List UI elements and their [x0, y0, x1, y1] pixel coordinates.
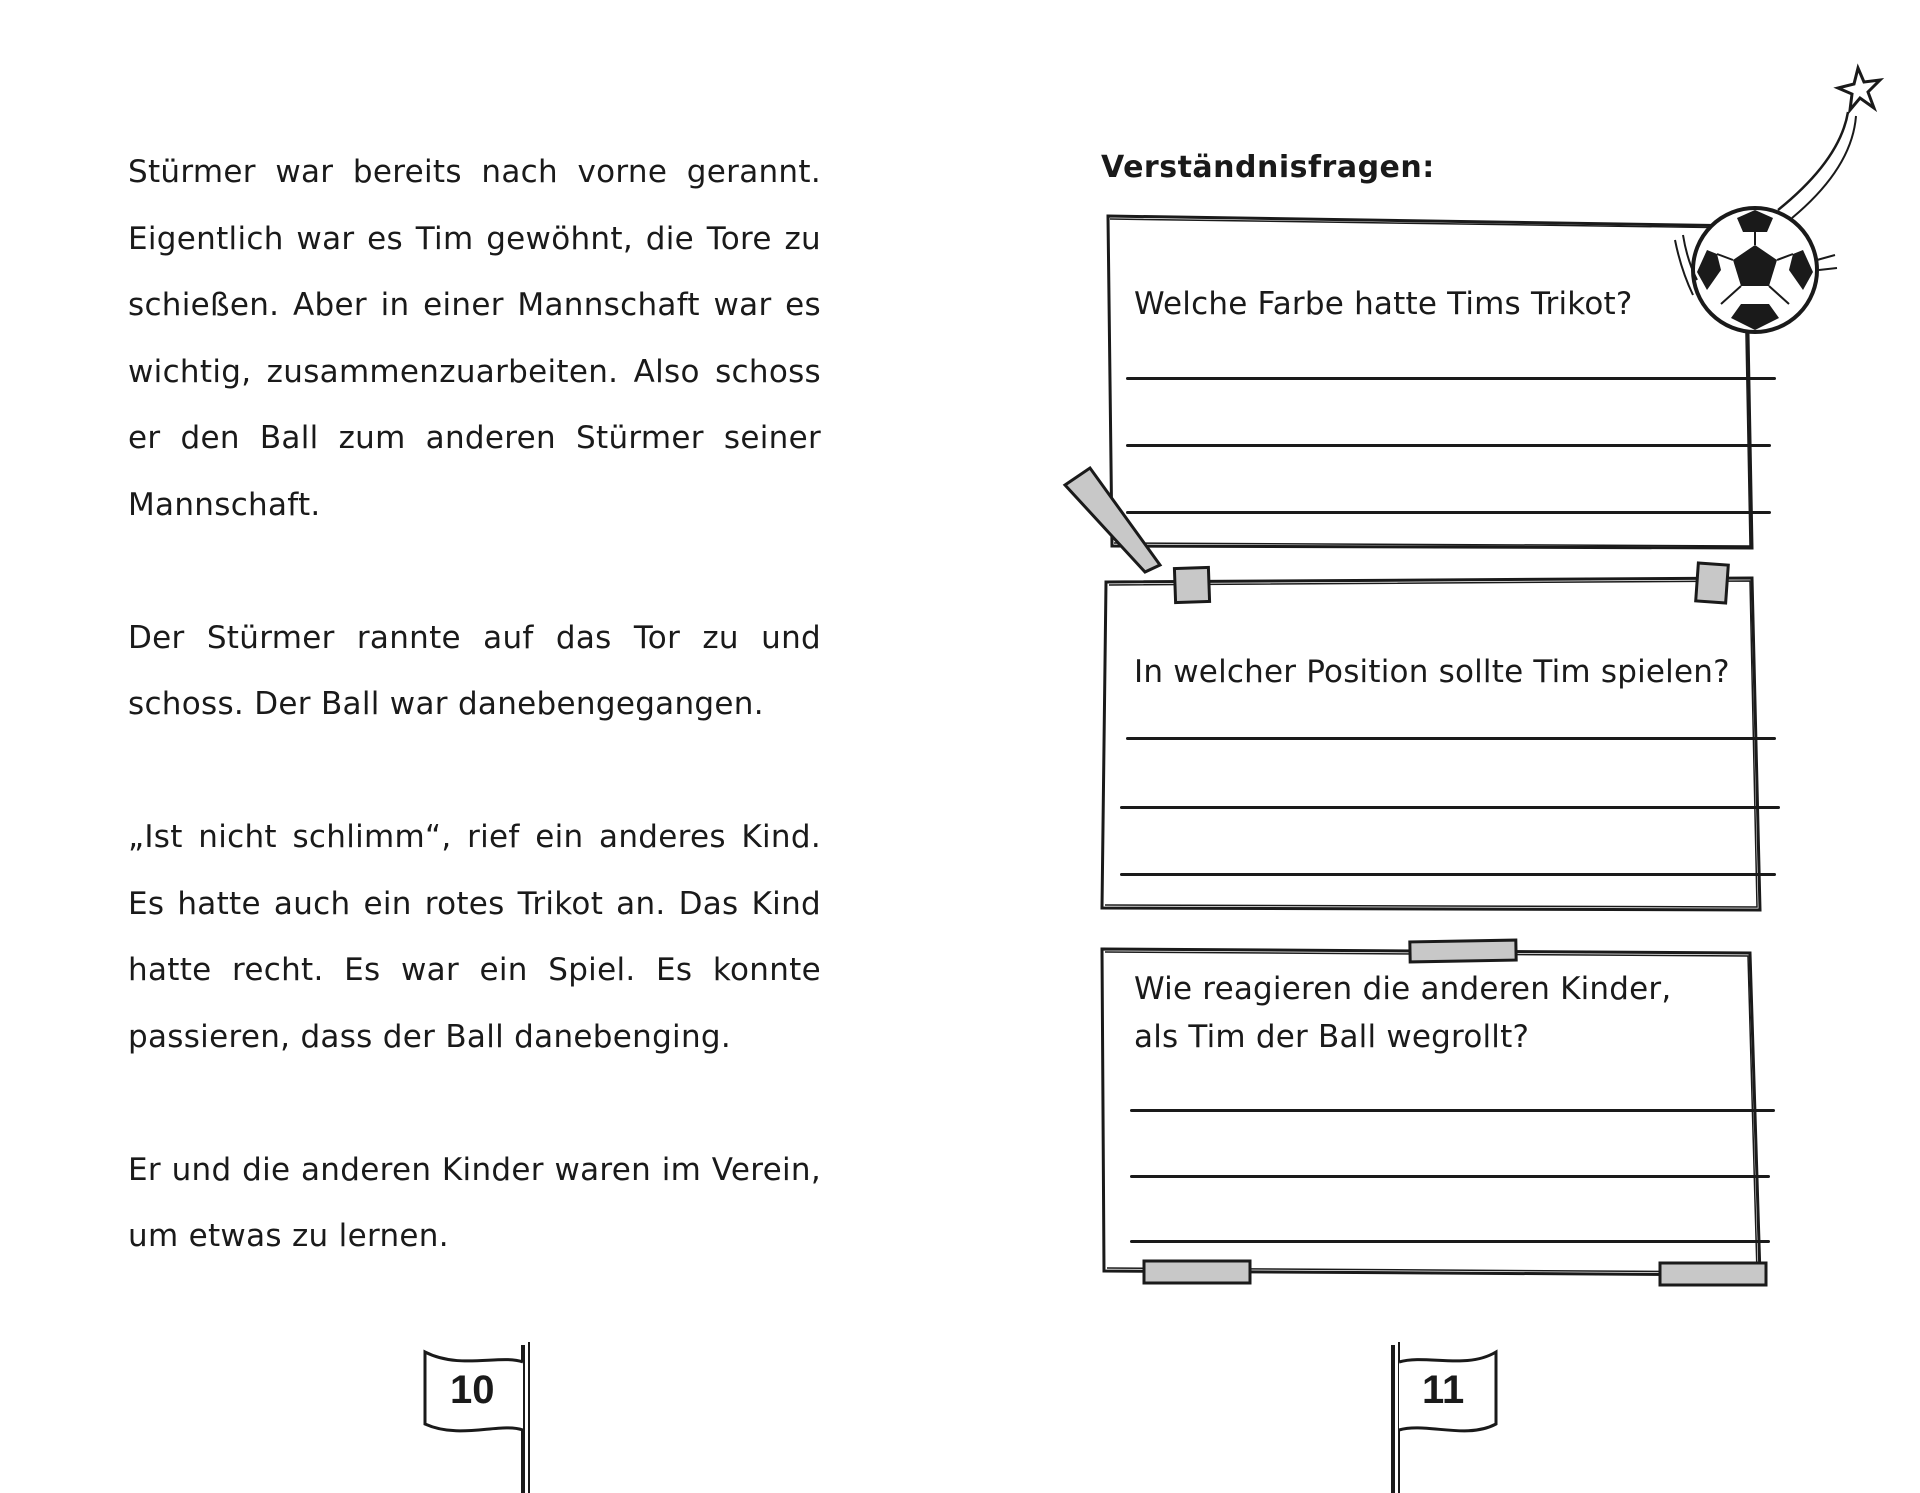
star-icon: [1770, 60, 1890, 220]
answer-line[interactable]: [1120, 873, 1776, 876]
section-heading: Verständnisfragen:: [1101, 150, 1435, 185]
page-number: 11: [1422, 1368, 1465, 1412]
question-text: Welche Farbe hatte Tims Trikot?: [1134, 286, 1633, 322]
answer-line[interactable]: [1126, 444, 1771, 447]
corner-flag-icon: [1386, 1340, 1506, 1493]
corner-flag-icon: [420, 1340, 540, 1493]
page-number-flag-left: [420, 1340, 540, 1493]
question-box-3: [1100, 945, 1765, 1290]
answer-line[interactable]: [1120, 806, 1780, 809]
story-paragraph: Stürmer war bereits nach vorne gerannt. Eigentlich war es Tim gewöhnt, die Tore zu schießen. Aber in einer Mannschaft war es wichtig, zusammenzuarbeiten. Also schoss er den Ball zum anderen Stürmer seiner Mannschaft.: [128, 154, 821, 523]
question-text: In welcher Position sollte Tim spielen?: [1134, 654, 1730, 690]
right-page: [960, 0, 1920, 1493]
story-paragraph: „Ist nicht schlimm“, rief ein anderes Kind. Es hatte auch ein rotes Trikot an. Das Kind hatte recht. Es war ein Spiel. Es konnte passieren, dass der Ball danebenging.: [128, 819, 821, 1055]
page-number-flag-right: [1386, 1340, 1506, 1493]
answer-line[interactable]: [1130, 1109, 1775, 1112]
story-paragraph: Der Stürmer rannte auf das Tor zu und schoss. Der Ball war danebengegangen.: [128, 619, 821, 722]
question-text: Wie reagieren die anderen Kinder, als Tim der Ball wegrollt?: [1134, 971, 1672, 1055]
story-paragraph: Er und die anderen Kinder waren im Verein, um etwas zu lernen.: [128, 1151, 821, 1254]
story-text: [128, 139, 821, 1270]
answer-line[interactable]: [1126, 737, 1776, 740]
soccer-ball-icon: [1685, 200, 1825, 340]
answer-line[interactable]: [1126, 511, 1771, 514]
question-box-2: [1100, 570, 1760, 920]
answer-line[interactable]: [1126, 377, 1776, 380]
answer-line[interactable]: [1130, 1240, 1770, 1243]
page-number: 10: [450, 1368, 495, 1412]
question-box-1: [1100, 210, 1760, 580]
answer-line[interactable]: [1130, 1175, 1770, 1178]
